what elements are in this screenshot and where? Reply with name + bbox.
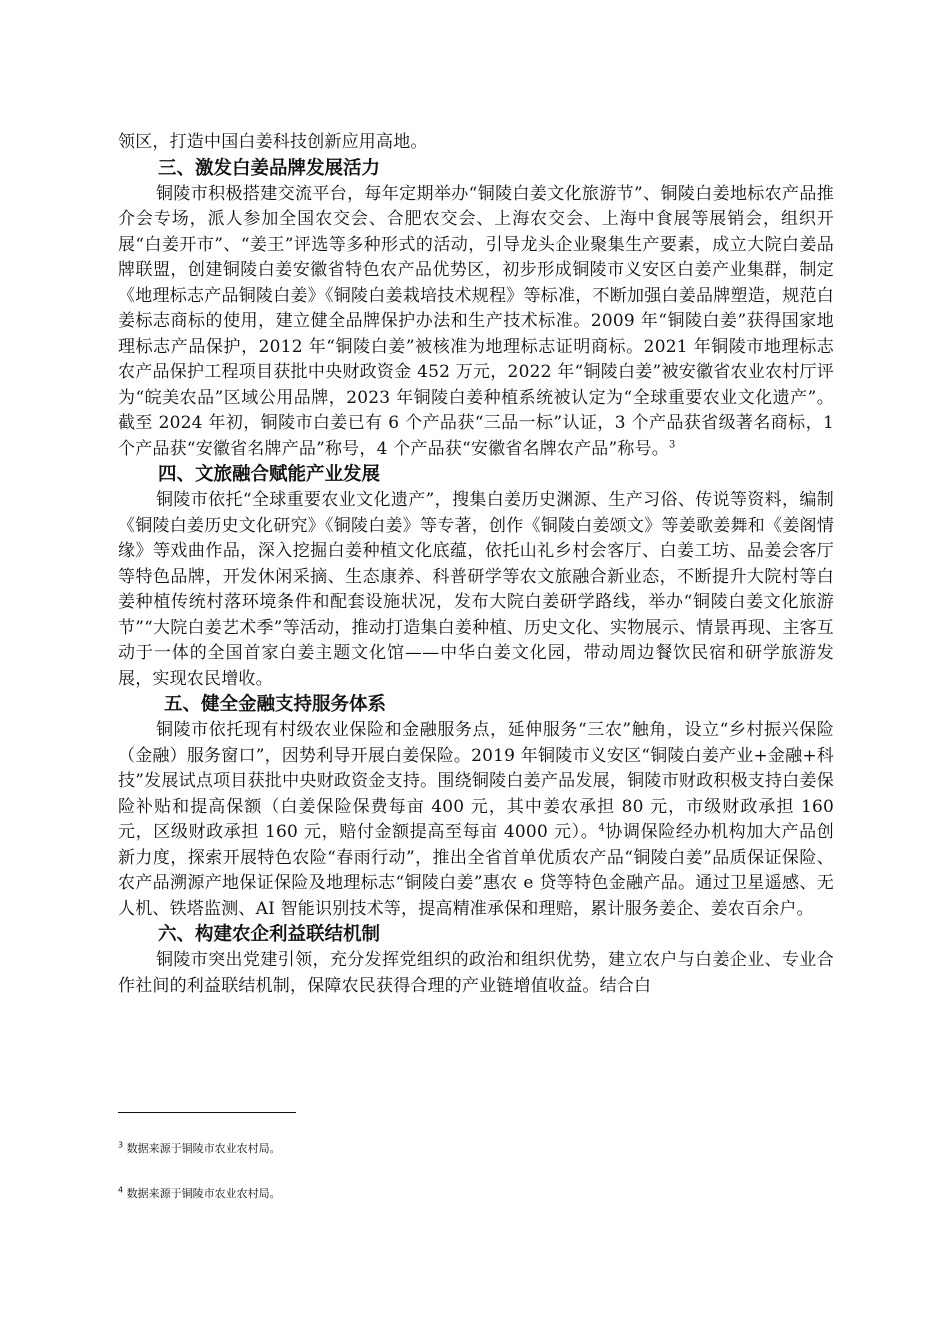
section-heading-6: 六、构建农企利益联结机制 <box>158 924 381 945</box>
paragraph-interest-linkage: 铜陵市突出党建引领，充分发挥党组织的政治和组织优势，建立农户与白姜企业、专业合作社间的利益联结机制，保障农民获得合理的产业链增值收益。结合白 <box>118 950 834 996</box>
footnote-ref-3[interactable]: 3 <box>668 438 676 450</box>
footnote-3-mark: 3 <box>118 1140 124 1150</box>
section-heading-3: 三、激发白姜品牌发展活力 <box>158 157 381 179</box>
section-heading-5: 五、健全金融支持服务体系 <box>164 694 387 715</box>
footnote-ref-4[interactable]: 4 <box>598 822 605 834</box>
footnote-3-text: 数据来源于铜陵市农业农村局。 <box>126 1142 281 1155</box>
paragraph-culture-tourism: 铜陵市依托“全球重要农业文化遗产”，搜集白姜历史渊源、生产习俗、传说等资料，编制《铜陵白姜历史文化研究》《铜陵白姜》等专著，创作《铜陵白姜颂文》等姜歌姜舞和《姜阁情缘》等戏曲作品，深入挖掘白姜种植文化底蕴，依托山礼乡村会客厅、白姜工坊、品姜会客厅等特色品牌，开发休闲采摘、生态康养、科普研学等农文旅融合新业态，不断提升大院村等白姜种植传统村落环境条件和配套设施状况，发布大院白姜研学路线，举办“铜陵白姜文化旅游节”“大院白姜艺术季”等活动，推动打造集白姜种植、历史文化、实物展示、情景再现、主客互动于一体的全国首家白姜主题文化馆——中华白姜文化园，带动周边餐饮民宿和研学旅游发展，实现农民增收。 <box>118 490 834 689</box>
paragraph-finance <box>118 718 834 922</box>
section-heading-4: 四、文旅融合赋能产业发展 <box>158 464 381 485</box>
paragraph-finance-text-b: 协调保险经办机构加大产品创新力度，探索开展特色农险“春雨行动”，推出全省首单优质农产品“铜陵白姜”品质保证保险、农产品溯源产地保证保险及地理标志“铜陵白姜”惠农 e 贷等特色金融产品。通过卫星遥感、无人机、铁塔监测、AI 智能识别技术等，提高精准承保和理赔，累计服务姜企、姜农百余户。 <box>118 822 834 919</box>
footnote-4-mark: 4 <box>118 1185 124 1195</box>
paragraph-brand-text: 铜陵市积极搭建交流平台，每年定期举办“铜陵白姜文化旅游节”、铜陵白姜地标农产品推介会专场，派人参加全国农交会、合肥农交会、上海农交会、上海中食展等展销会，组织开展“白姜开市”、“姜王”评选等多种形式的活动，引导龙头企业聚集生产要素，成立大院白姜品牌联盟，创建铜陵白姜安徽省特色农产品优势区，初步形成铜陵市义安区白姜产业集群，制定《地理标志产品铜陵白姜》《铜陵白姜栽培技术规程》等标准，不断加强白姜品牌塑造，规范白姜标志商标的使用，建立健全品牌保护办法和生产技术标准。2009 年“铜陵白姜”获得国家地理标志产品保护，2012 年“铜陵白姜”被核准为地理标志证明商标。2021 年铜陵市地理标志农产品保护工程项目获批中央财政资金 452 万元，2022 年“铜陵白姜”被安徽省农业农村厅评为“皖美农品”区域公用品牌，2023 年铜陵白姜种植系统被认定为“全球重要农业文化遗产”。截至 2024 年初，铜陵市白姜已有 6 个产品获“三品一标”认证，3 个产品获省级著名商标，1 个产品获“安徽省名牌产品”称号，4 个产品获“安徽省名牌农产品”称号。 <box>118 183 834 459</box>
footnote-4 <box>118 1187 281 1201</box>
footnote-3 <box>118 1142 281 1156</box>
document-body <box>118 130 834 999</box>
paragraph-finance-text-a: 铜陵市依托现有村级农业保险和金融服务点，延伸服务“三农”触角，设立“乡村振兴保险（金融）服务窗口”，因势利导开展白姜保险。2019 年铜陵市义安区“铜陵白姜产业+金融+科技”发展试点项目获批中央财政资金支持。围绕铜陵白姜产品发展，铜陵市财政积极支持白姜保险补贴和提高保额（白姜保险保费每亩 400 元，其中姜农承担 80 元，市级财政承担 160 元，区级财政承担 160 元，赔付金额提高至每亩 4000 元）。 <box>118 720 834 842</box>
footnote-4-text: 数据来源于铜陵市农业农村局。 <box>126 1187 281 1200</box>
paragraph-continuation: 领区，打造中国白姜科技创新应用高地。 <box>118 132 428 152</box>
footnote-divider <box>118 1112 296 1113</box>
paragraph-brand <box>118 182 834 463</box>
